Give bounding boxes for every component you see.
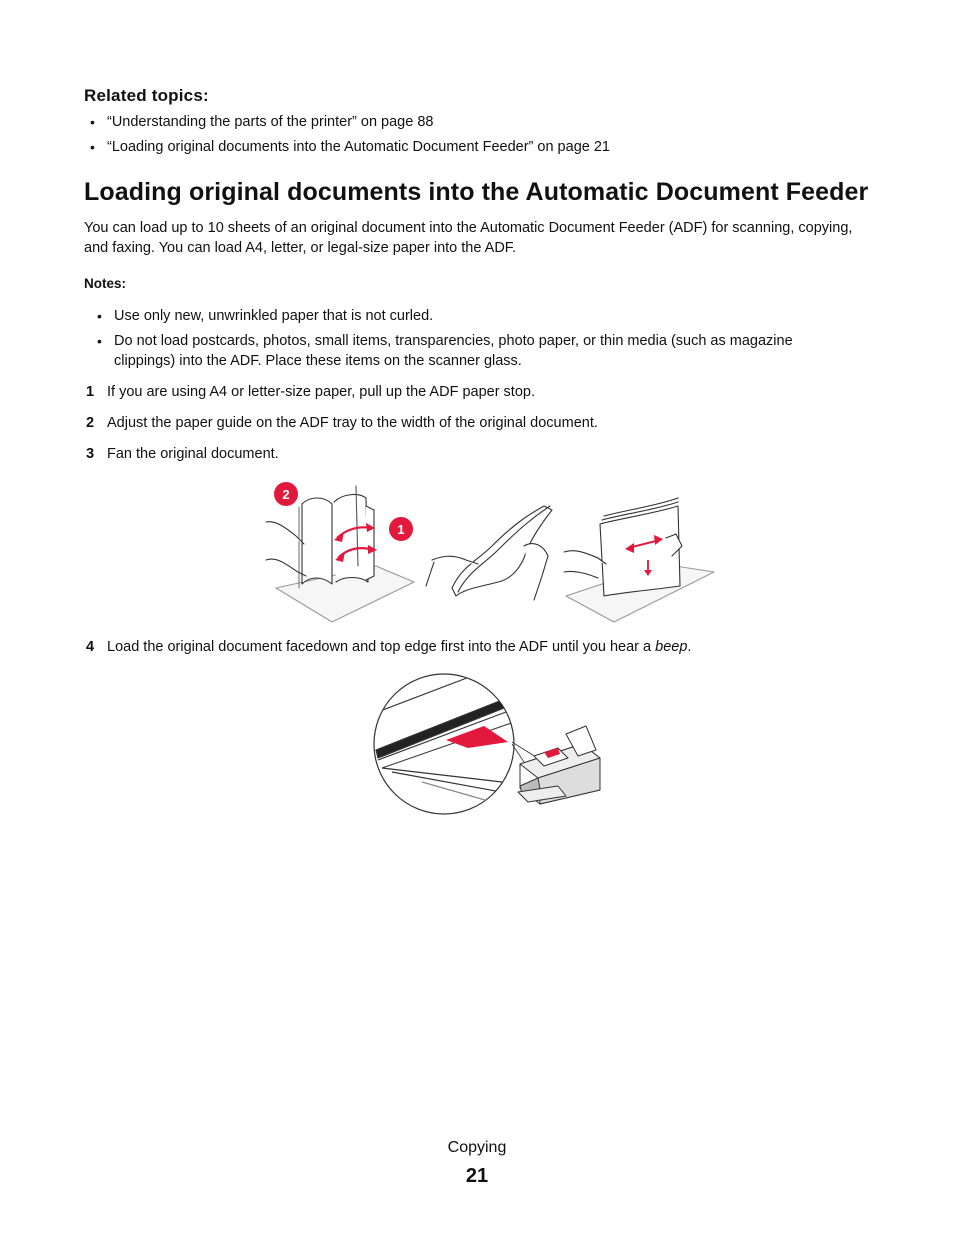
fan-paper-illustration	[262, 476, 716, 624]
footer-section-name: Copying	[447, 1139, 507, 1156]
step-text: Adjust the paper guide on the ADF tray to the width of the original document.	[107, 415, 598, 431]
note-item: • Use only new, unwrinkled paper that is not curled.	[97, 306, 857, 326]
step-text: Load the original document facedown and top edge first into the ADF until you hear a	[107, 639, 656, 655]
callout-label: 1	[397, 522, 405, 537]
step-number: 4	[86, 639, 95, 655]
step-text-emphasis: beep	[655, 639, 688, 655]
step-number: 3	[86, 446, 95, 462]
step-number: 2	[86, 415, 95, 431]
section-title: Loading original documents into the Automatic Document Feeder	[84, 178, 869, 206]
step-text: If you are using A4 or letter-size paper, pull up the ADF paper stop.	[107, 384, 535, 400]
step-text: Fan the original document.	[107, 446, 279, 462]
related-topics-list	[90, 112, 610, 162]
step-text: .	[687, 639, 692, 655]
note-item: • Do not load postcards, photos, small items, transparencies, photo paper, or thin media (such as magazine clippings) into the ADF. Place these items on the scanner glass.	[97, 331, 857, 371]
notes-list	[97, 306, 857, 376]
related-topic-link[interactable]: • “Understanding the parts of the printer” on page 88	[90, 112, 610, 132]
step-2	[86, 413, 598, 433]
callout-label: 2	[282, 487, 290, 502]
page-number: 21	[465, 1165, 489, 1187]
related-topic-link[interactable]: • “Loading original documents into the Automatic Document Feeder” on page 21	[90, 137, 610, 157]
step-3	[86, 444, 279, 464]
related-topics-heading: Related topics:	[84, 86, 209, 105]
intro-paragraph: You can load up to 10 sheets of an original document into the Automatic Document Feeder (ADF) for scanning, copying, and faxing. You can load A4, letter, or legal-size paper into the ADF.	[84, 220, 853, 256]
step-1	[86, 382, 535, 402]
notes-label: Notes:	[84, 276, 127, 291]
load-adf-illustration	[372, 672, 606, 816]
step-4	[86, 637, 691, 657]
step-number: 1	[86, 384, 95, 400]
